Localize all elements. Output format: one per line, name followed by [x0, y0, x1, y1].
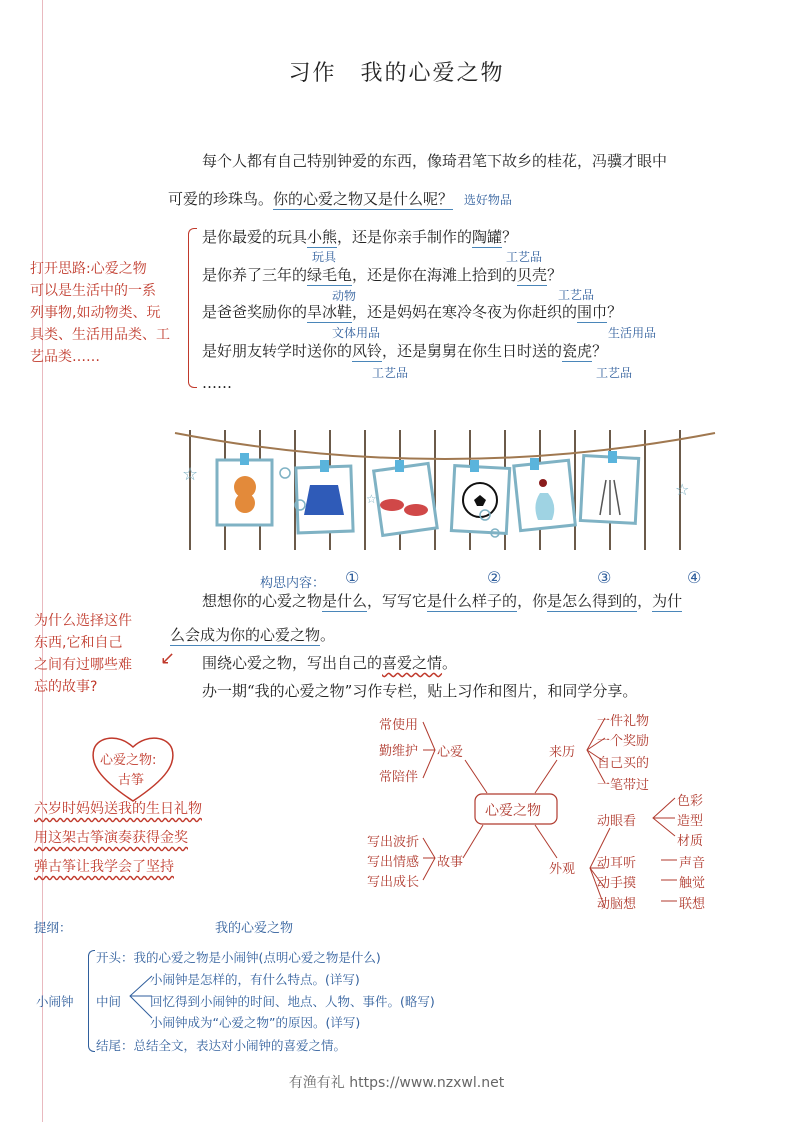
tag: 玩具 [312, 250, 337, 264]
mm-branch-love: 心爱 [437, 745, 464, 760]
mm-branch-origin: 来历 [549, 745, 576, 760]
note-line: 忘的故事? [34, 679, 98, 695]
note-line: 可以是生活中的一系 [30, 283, 156, 299]
outline-bracket [88, 950, 95, 1052]
q-text: ？ [607, 303, 623, 321]
p-text: 。 [442, 654, 458, 672]
tag: 文体用品 [332, 326, 381, 340]
outline-middle-item: 小闹钟成为“心爱之物”的原因。(详写) [150, 1015, 361, 1030]
question-1 [202, 226, 517, 247]
mm-leaf: 常陪伴 [379, 770, 419, 785]
svg-text:☆: ☆ [675, 480, 690, 499]
side-note-story [34, 610, 132, 698]
q-item: 绿毛龟 [307, 266, 353, 284]
q-item: 小熊 [307, 228, 338, 246]
tag: 生活用品 [608, 326, 657, 340]
q-text: 是好朋友转学时送你的 [202, 342, 353, 360]
marker-2: ② [487, 568, 502, 587]
outline-label: 提纲： [34, 920, 72, 935]
para-4: 办一期“我的心爱之物”习作专栏，贴上习作和图片，和同学分享。 [202, 682, 638, 700]
intro-text: 可爱的珍珠鸟。 [168, 190, 274, 208]
p-text: ，你 [517, 592, 548, 610]
footer-watermark: 有渔有礼 https://www.nzxwl.net [288, 1075, 505, 1091]
note-line: 列事物,如动物类、玩 [30, 305, 161, 321]
mm-leaf: 写出成长 [367, 875, 420, 890]
mm-leaf: 勤维护 [379, 744, 419, 759]
mm-leaf: 常使用 [379, 718, 419, 733]
p-text: ， [637, 592, 653, 610]
q-text: ，还是舅舅在你生日时送的 [382, 342, 563, 360]
mm-sub: 动眼看 [597, 814, 637, 829]
q-text: 是你最爱的玩具 [202, 228, 308, 246]
mm-sub: 动耳听 [597, 856, 637, 871]
p-ul: 为什 [652, 592, 683, 610]
para-2-line-2 [170, 624, 335, 645]
mindmap [365, 708, 725, 913]
mm-sub: 动脑想 [597, 897, 637, 912]
tag: 工艺品 [596, 366, 633, 380]
para-3 [202, 652, 457, 673]
intro-line-1: 每个人都有自己特别钟爱的东西，像琦君笔下故乡的桂花，冯骥才眼中 [202, 152, 668, 170]
mm-leaf: 材质 [677, 834, 704, 849]
mm-leaf: 一笔带过 [597, 778, 650, 793]
story-line: 用这架古筝演奏获得金奖 [34, 830, 188, 846]
marker-1: ① [345, 568, 360, 587]
q-text: ，还是妈妈在寒冷冬夜为你赶织的 [352, 303, 578, 321]
q-text: ，还是你在海滩上拾到的 [352, 266, 518, 284]
story-lines [34, 798, 202, 876]
mm-sub: 动手摸 [597, 876, 637, 891]
marker-4: ④ [687, 568, 702, 587]
p-text: 围绕心爱之物，写出自己的 [202, 654, 383, 672]
outline-middle-item: 小闹钟是怎样的，有什么特点。(详写) [150, 972, 360, 987]
q-item: 贝壳 [517, 266, 548, 284]
note-line: 打开思路:心爱之物 [30, 261, 147, 277]
margin-line [42, 0, 43, 1122]
note-line: 具类、生活用品类、工 [30, 327, 170, 343]
story-line: 弹古筝让我学会了坚持 [34, 859, 174, 875]
note-line: 为什么选择这件 [34, 613, 132, 629]
p-text: 想想你的心爱之物 [202, 592, 323, 610]
q-text: ？ [547, 266, 563, 284]
tag: 工艺品 [558, 288, 595, 302]
p-ul: 是什么样子的 [427, 592, 518, 610]
q-text: ？ [502, 228, 518, 246]
svg-text:☆: ☆ [182, 464, 199, 485]
q-item: 旱冰鞋 [307, 303, 353, 321]
note-line: 之间有过哪些难 [34, 657, 132, 673]
q-item: 瓷虎 [562, 342, 593, 360]
q-item: 陶罐 [472, 228, 503, 246]
para-2-line-1 [202, 590, 682, 611]
question-3 [202, 301, 622, 322]
q-text: 是你养了三年的 [202, 266, 308, 284]
q-item: 风铃 [352, 342, 383, 360]
mm-branch-appearance: 外观 [549, 862, 576, 877]
arrow-icon: ↙ [160, 648, 176, 669]
p-text: ，写写它 [367, 592, 428, 610]
heart-text: 心爱之物: [100, 753, 157, 768]
bracket [188, 228, 197, 388]
intro-line-2 [168, 188, 512, 209]
mm-leaf: 触觉 [679, 876, 706, 891]
q-text: ？ [592, 342, 608, 360]
mindmap-center: 心爱之物 [485, 803, 541, 819]
p-wavy: 喜爱之情 [382, 654, 443, 672]
hanging-photos-illustration [170, 425, 720, 550]
outline-opening: 开头：我的心爱之物是小闹钟(点明心爱之物是什么) [96, 950, 381, 965]
mm-leaf: 写出波折 [367, 835, 420, 850]
outline-subject: 小闹钟 [36, 994, 74, 1009]
outline-middle-label: 中间 [96, 994, 122, 1009]
outline-middle-item: 回忆得到小闹钟的时间、地点、人物、事件。(略写) [150, 994, 435, 1009]
intro-question: 你的心爱之物又是什么呢？ [273, 190, 454, 208]
mm-leaf: 自己买的 [597, 756, 650, 771]
p-text: 。 [320, 626, 336, 644]
tag: 工艺品 [372, 366, 409, 380]
mm-branch-story: 故事 [437, 855, 464, 870]
heart-text: 古筝 [118, 773, 145, 788]
story-line: 六岁时妈妈送我的生日礼物 [34, 801, 202, 817]
svg-text:☆: ☆ [366, 492, 377, 506]
p-ul: 是怎么得到的 [547, 592, 638, 610]
mm-leaf: 声音 [679, 856, 706, 871]
note-line: 东西,它和自己 [34, 635, 123, 651]
tag: 工艺品 [506, 250, 543, 264]
mm-leaf: 联想 [679, 897, 706, 912]
mm-leaf: 一件礼物 [597, 714, 650, 729]
tag: 动物 [332, 289, 357, 303]
page-title: 习作 我的心爱之物 [288, 61, 505, 86]
mm-leaf: 写出情感 [367, 855, 420, 870]
p-ul: 么会成为你的心爱之物 [170, 626, 321, 644]
note-line: 艺品类…… [30, 349, 100, 365]
question-4 [202, 340, 607, 361]
outline-ending: 结尾：总结全文，表达对小闹钟的喜爱之情。 [96, 1038, 347, 1053]
mm-leaf: 色彩 [677, 794, 704, 809]
marker-3: ③ [597, 568, 612, 587]
mm-leaf: 造型 [677, 814, 704, 829]
ellipsis: …… [202, 374, 232, 392]
q-item: 围巾 [577, 303, 608, 321]
q-text: ，还是你亲手制作的 [337, 228, 473, 246]
heart-frame [88, 733, 178, 803]
conception-label: 构思内容： [260, 576, 326, 591]
note-choose-item: 选好物品 [463, 193, 512, 207]
outline-title: 我的心爱之物 [215, 921, 294, 936]
q-text: 是爸爸奖励你的 [202, 303, 308, 321]
question-2 [202, 264, 562, 285]
p-ul: 是什么 [322, 592, 368, 610]
side-note-open-thinking [30, 258, 170, 368]
mm-leaf: 一个奖励 [597, 734, 650, 749]
